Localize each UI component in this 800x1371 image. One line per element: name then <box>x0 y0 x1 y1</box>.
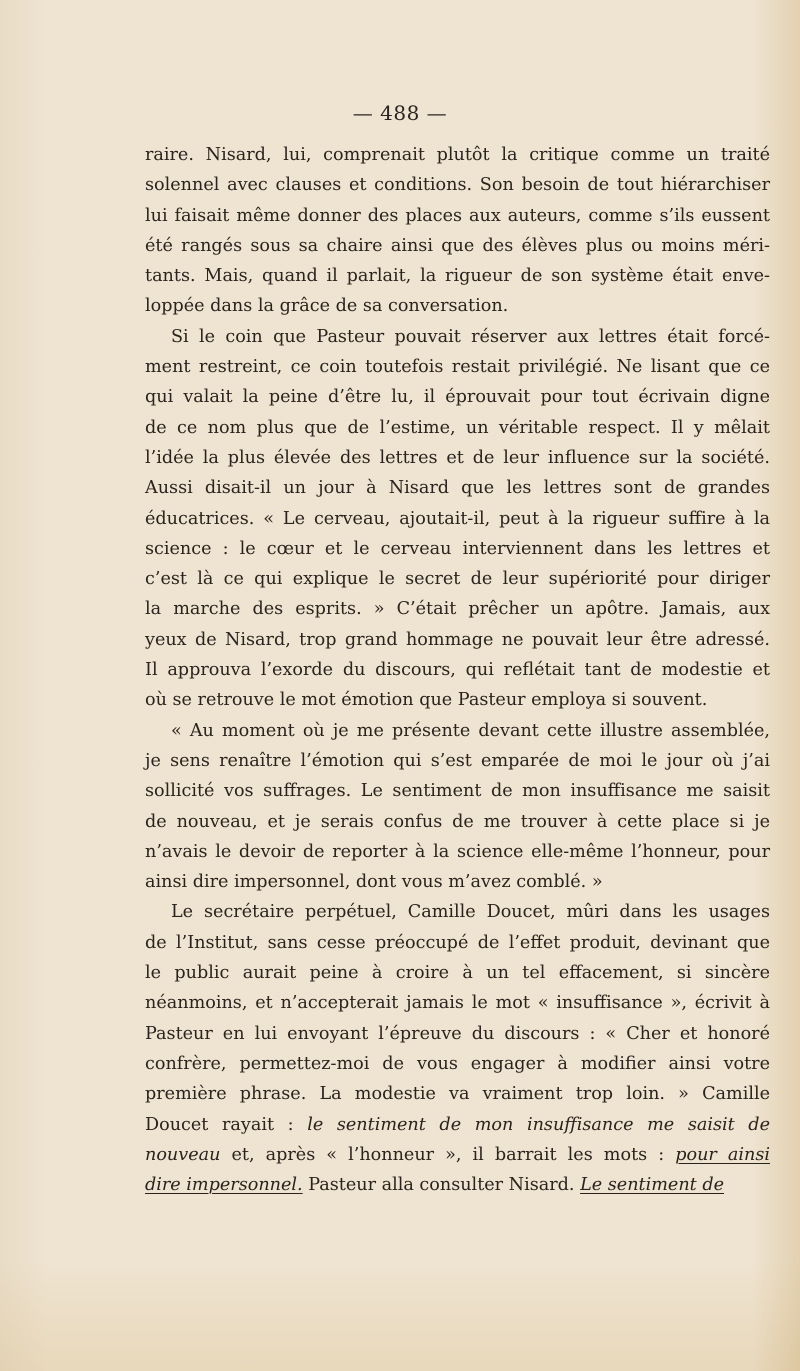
text-line: où se retrouve le mot émotion que Pasteur employa si souvent. <box>145 690 708 711</box>
italic-quote: le sentiment de mon insuffisance me saisit de <box>307 1114 770 1135</box>
body-text <box>145 140 770 1200</box>
text-line <box>145 1140 770 1170</box>
text-line: solennel avec clauses et conditions. Son besoin de tout hiérarchiser <box>145 175 770 196</box>
text-line: Il approuva l’exorde du discours, qui reflétait tant de modestie et <box>145 660 770 681</box>
text-line <box>145 1110 770 1140</box>
text-line: de nouveau, et je serais confus de me trouver à cette place si je <box>145 811 770 832</box>
text-line: c’est là ce qui explique le secret de leur supériorité pour diriger <box>145 569 770 590</box>
italic-underlined-quote: dire impersonnel. <box>145 1175 303 1196</box>
text-line: loppée dans la grâce de sa conversation. <box>145 296 509 317</box>
text-line: science : le cœur et le cerveau interviennent dans les lettres et <box>145 538 770 559</box>
text-line: ainsi dire impersonnel, dont vous m’avez comblé. » <box>145 872 603 893</box>
plain-lines <box>145 140 770 1110</box>
page-number: — 488 — <box>352 101 448 125</box>
text-line: première phrase. La modestie va vraiment trop loin. » Camille <box>145 1084 770 1105</box>
text-line: « Au moment où je me présente devant cette illustre assemblée, <box>171 720 770 741</box>
text-line: de l’Institut, sans cesse préoccupé de l’effet produit, devinant que <box>145 932 770 953</box>
text-line: ment restreint, ce coin toutefois restait privilégié. Ne lisant que ce <box>145 357 770 378</box>
text-line: qui valait la peine d’être lu, il éprouvait pour tout écrivain digne <box>145 387 770 408</box>
line-text: et, après « l’honneur », il barrait les mots : <box>220 1144 676 1165</box>
text-line: le public aurait peine à croire à un tel effacement, si sincère <box>145 963 770 984</box>
text-line: éducatrices. « Le cerveau, ajoutait-il, peut à la rigueur suffire à la <box>145 508 770 529</box>
text-line: je sens renaître l’émotion qui s’est emparée de moi le jour où j’ai <box>145 750 770 771</box>
text-line: été rangés sous sa chaire ainsi que des élèves plus ou moins méri- <box>145 235 770 256</box>
text-line: lui faisait même donner des places aux auteurs, comme s’ils eussent <box>145 205 770 226</box>
text-line: l’idée la plus élevée des lettres et de leur influence sur la société. <box>145 447 770 468</box>
text-line <box>145 1170 770 1200</box>
text-line: la marche des esprits. » C’était prêcher un apôtre. Jamais, aux <box>145 599 770 620</box>
text-line: yeux de Nisard, trop grand hommage ne pouvait leur être adressé. <box>145 629 770 650</box>
text-line: sollicité vos suffrages. Le sentiment de mon insuffisance me saisit <box>145 781 770 802</box>
italic-quote: nouveau <box>145 1144 221 1165</box>
text-line: néanmoins, et n’accepterait jamais le mot « insuffisance », écrivit à <box>145 993 770 1014</box>
text-line: Si le coin que Pasteur pouvait réserver aux lettres était forcé- <box>171 326 770 347</box>
text-line: tants. Mais, quand il parlait, la rigueur de son système était enve- <box>145 266 770 287</box>
italic-underlined-quote: Le sentiment de <box>580 1175 724 1196</box>
text-line: raire. Nisard, lui, comprenait plutôt la critique comme un traité <box>145 145 770 165</box>
text-line: n’avais le devoir de reporter à la science elle-même l’honneur, pour <box>145 841 770 862</box>
text-line: de ce nom plus que de l’estime, un véritable respect. Il y mêlait <box>145 417 770 438</box>
italic-underlined-quote: pour ainsi <box>675 1144 770 1165</box>
text-line: Le secrétaire perpétuel, Camille Doucet, mûri dans les usages <box>171 902 770 923</box>
line-text: Pasteur alla consulter Nisard. <box>302 1175 581 1196</box>
line-text: Doucet rayait : <box>145 1114 308 1135</box>
text-line: Pasteur en lui envoyant l’épreuve du discours : « Cher et honoré <box>145 1023 770 1044</box>
text-line: confrère, permettez-moi de vous engager à modifier ainsi votre <box>145 1053 770 1074</box>
text-line: Aussi disait-il un jour à Nisard que les lettres sont de grandes <box>145 478 770 499</box>
